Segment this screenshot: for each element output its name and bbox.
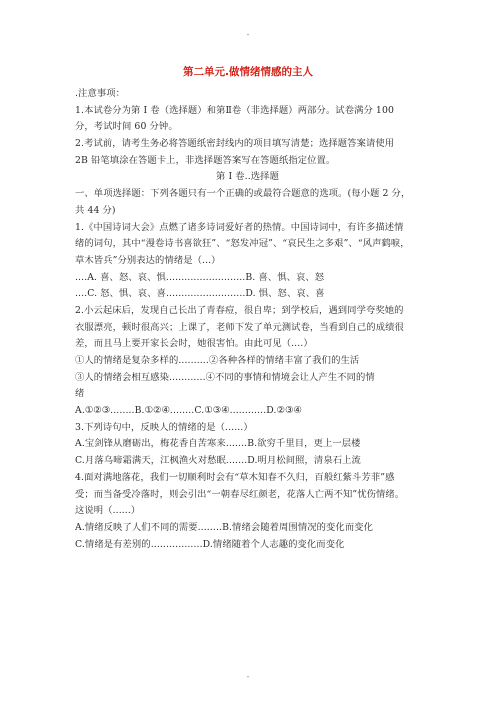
section-heading: 第 I 卷..选择题	[216, 171, 279, 183]
notice-line: 2.考试前，请考生务必将答题纸密封线内的项目填写清楚；选择题答案请使用	[75, 138, 395, 150]
option-line: C.月落乌啼霜满天，江枫渔火对愁眠.......D.明月松间照，清泉石上流	[75, 455, 361, 467]
option-line: A.情绪反映了人们不同的需要........B.情绪会随着周围情况的变化而变化	[75, 521, 374, 533]
option-line: A.宝剑锋从磨砺出，梅花香自苦寒来.......B.欲穷千里目，更上一层楼	[75, 438, 361, 450]
question-line: 这说明（......）	[75, 505, 141, 517]
question-line: 衣服漂亮，顿时很高兴；上课了，老师下发了单元测试卷，当看到自己的成绩很	[75, 321, 404, 333]
statement-line: ①人的情绪是复杂多样的..........②各种各样的情绪丰富了我们的生活	[75, 355, 360, 366]
footer-mark: -	[246, 672, 250, 681]
option-line: ....C. 怒、惧、哀、喜..........................D. 惧、怒、哀、喜	[75, 288, 325, 300]
notice-heading: .注意事项：	[75, 88, 126, 99]
option-line: ....A. 喜、怒、哀、惧..........................B. 喜、惧、哀、怒	[75, 271, 325, 283]
notice-line: 2B 铅笔填涂在答题卡上，非选择题答案写在答题纸指定位置。	[75, 154, 336, 166]
header-mark: -	[246, 30, 250, 39]
question-line: 2.小云起床后，发现自己长出了青春痘，很自卑；到学校后，遇到同学夸奖她的	[75, 304, 404, 316]
question-line: 3.下列诗句中，反映人的情绪的是（......）	[75, 421, 253, 433]
notice-line: 分，考试时间 60 分钟。	[75, 121, 178, 133]
option-line: A.①②③........B.①②④........C.①③④............D.②③④	[75, 405, 302, 417]
question-line: 差，而且马上要开家长会时，她很害怕。由此可见（....）	[75, 338, 313, 350]
page-title: 第二单元.做情绪情感的主人	[183, 66, 313, 78]
notice-line: 1.本试卷分为第 I 卷（选择题）和第Ⅱ卷（非选择题）两部分。试卷满分 100	[75, 104, 394, 116]
document-body	[75, 86, 420, 553]
question-line: 草木皆兵”分别表达的情绪是（...）	[75, 254, 221, 266]
statement-line: 绪	[75, 388, 85, 400]
question-line: 4.面对满地落花，我们一切顺利时会有“草木知春不久归，百般红紫斗芳菲”感	[75, 471, 395, 483]
instruction-line: 共 44 分)	[75, 204, 116, 216]
statement-line: ③人的情绪会相互感染............④不同的事情和情境会让人产生不同的情	[75, 371, 375, 383]
option-line: C.情绪是有差别的.................D.情绪随着个人志趣的变化而变化	[75, 538, 345, 550]
question-line: 绪的词句，其中“漫卷诗书喜欲狂”、“怒发冲冠”、“哀民生之多艰”、“风声鹤唳，	[75, 238, 410, 250]
instruction-line: 一、单项选择题：下列各题只有一个正确的或最符合题意的选项。(每小题 2 分，	[75, 188, 411, 200]
question-line: 受；而当备受冷落时，则会引出“一朝春尽红颜老，花落人亡两不知”忧伤情绪。	[75, 488, 405, 500]
question-line: 1.《中国诗词大会》点燃了诸多诗词爱好者的热情。中国诗词中，有许多描述情	[75, 221, 404, 233]
